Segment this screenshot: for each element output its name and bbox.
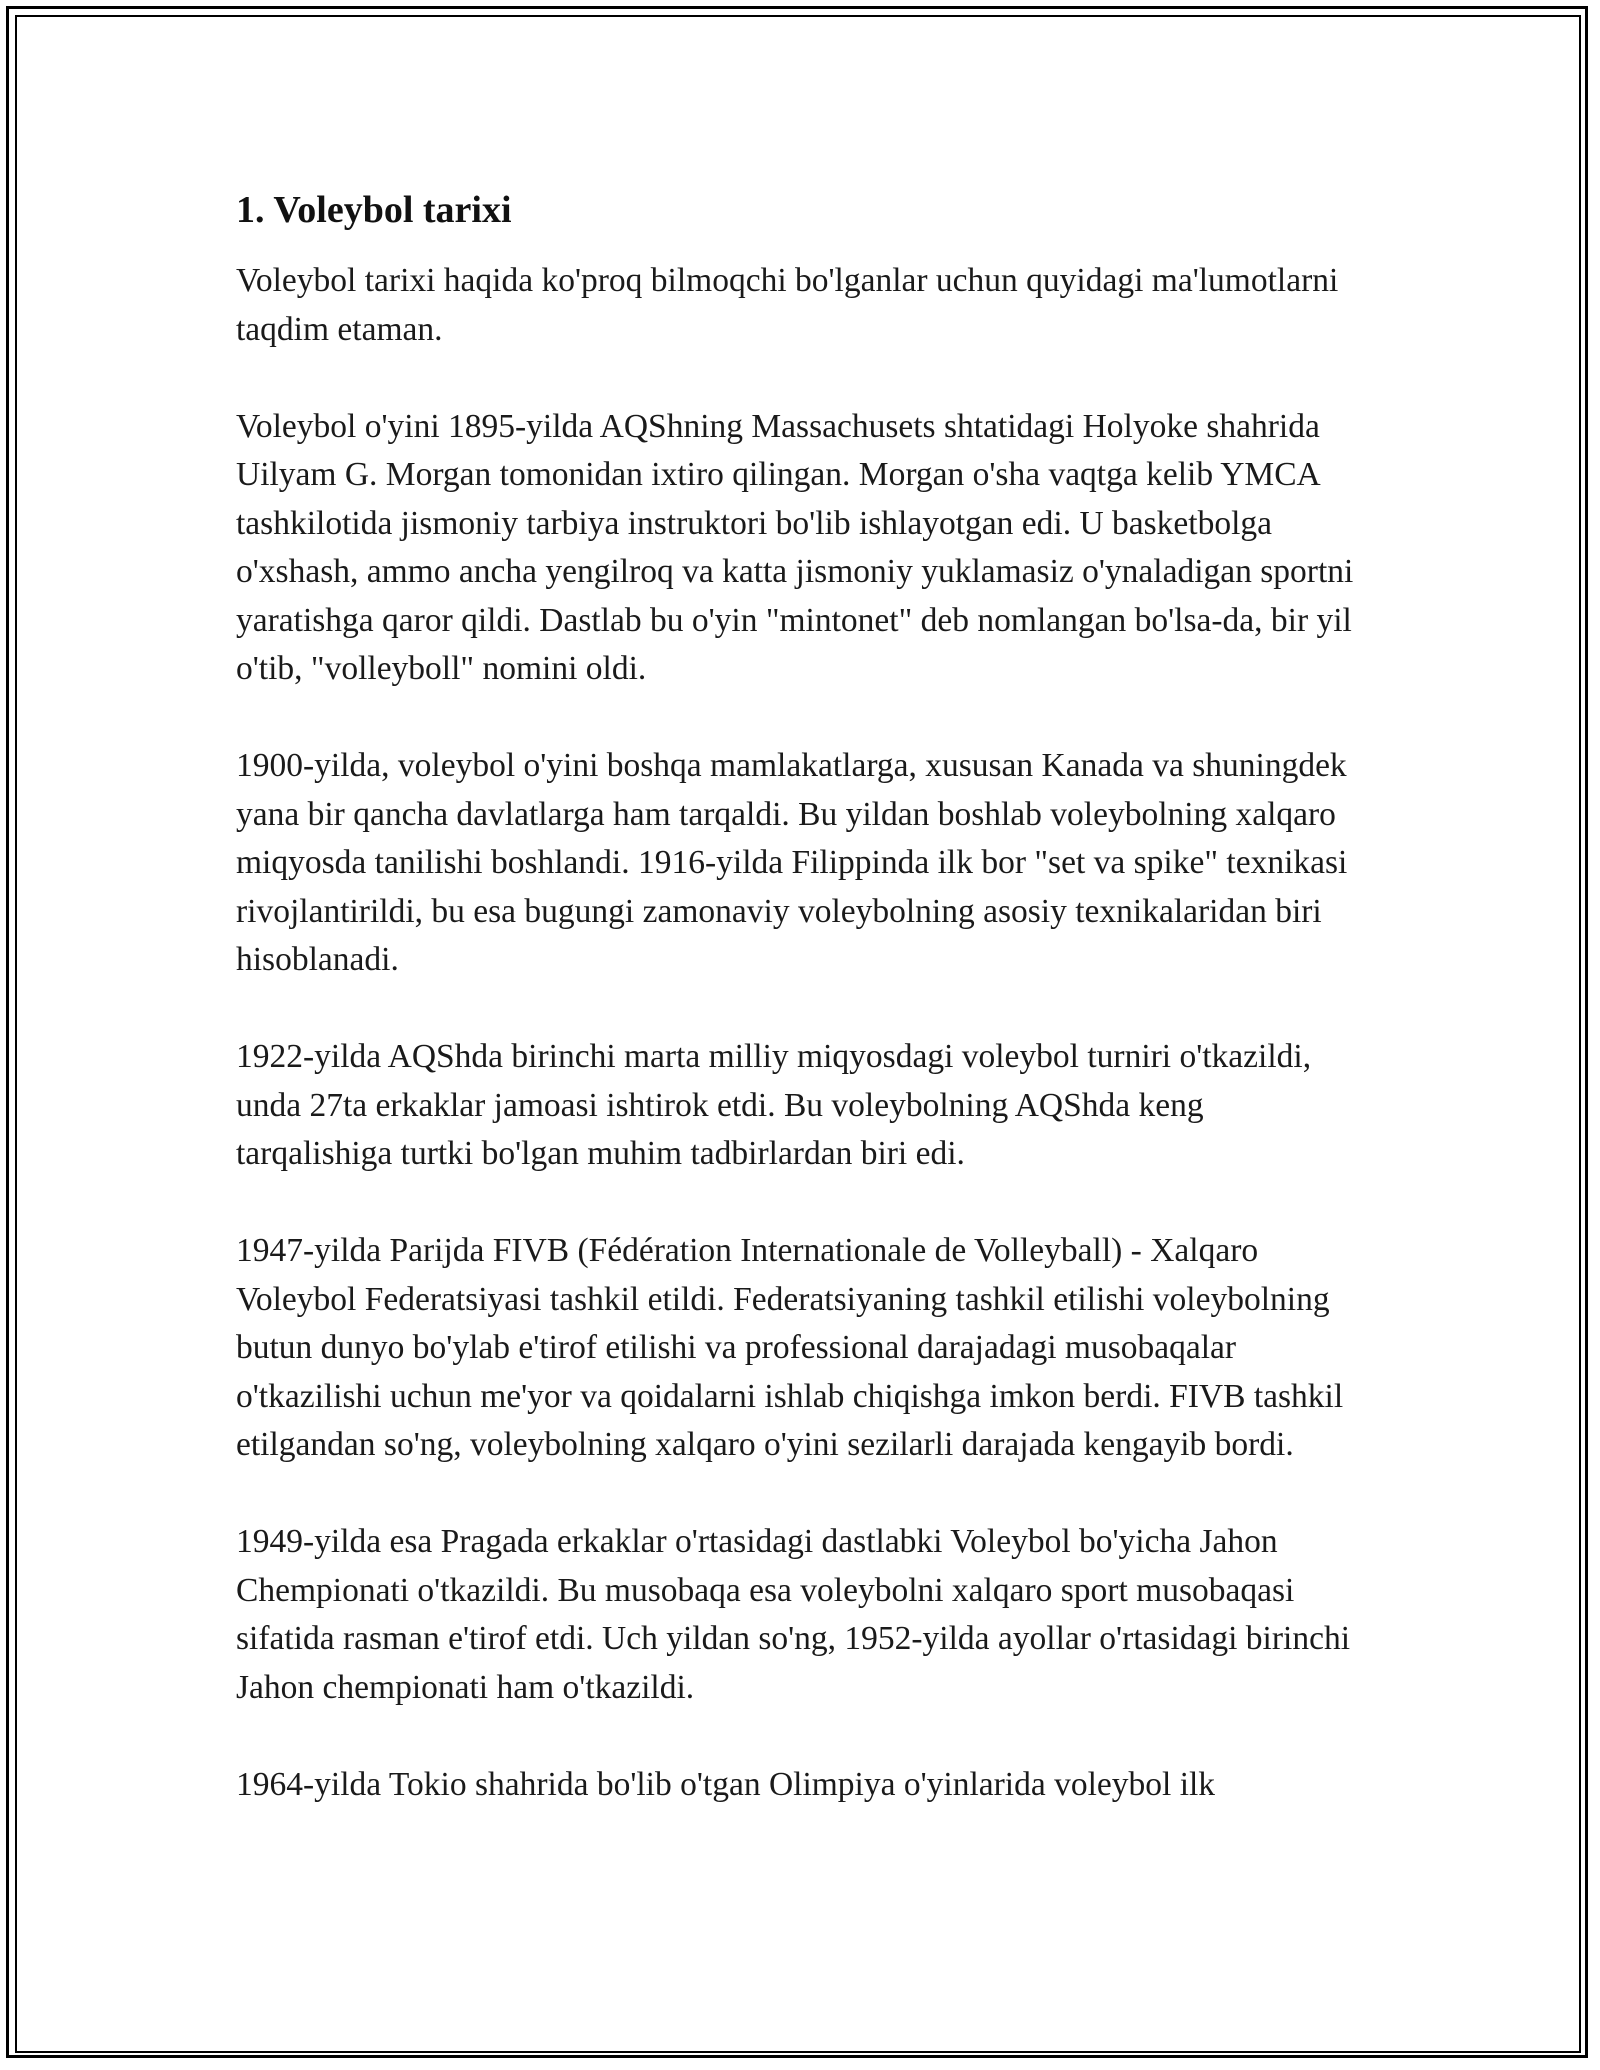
document-body bbox=[236, 182, 1366, 1809]
paragraph-fivb-1947: 1947-yilda Parijda FIVB (Fédération Internationale de Volleyball) - Xalqaro Voleybol Federatsiyasi tashkil etildi. Federatsiyaning tashkil etilishi voleybolning butun dunyo bo'ylab e'tirof etilishi va professional darajadagi musobaqalar o'tkazilishi uchun me'yor va qoidalarni ishlab chiqishga imkon berdi. FIVB tashkil etilgandan so'ng, voleybolning xalqaro o'yini sezilarli darajada kengayib bordi. bbox=[236, 1232, 1344, 1463]
paragraph-spread-1900: 1900-yilda, voleybol o'yini boshqa mamlakatlarga, xususan Kanada va shuningdek yana bir qancha davlatlarga ham tarqaldi. Bu yildan boshlab voleybolning xalqaro miqyosda tanilishi boshlandi. 1916-yilda Filippinda ilk bor "set va spike" texnikasi rivojlantirildi, bu esa bugungi zamonaviy voleybolning asosiy texnikalaridan biri hisoblanadi. bbox=[236, 747, 1348, 978]
paragraph-invention-1895: Voleybol o'yini 1895-yilda AQShning Massachusets shtatidagi Holyoke shahrida Uilyam G. Morgan tomonidan ixtiro qilingan. Morgan o'sha vaqtga kelib YMCA tashkilotida jismoniy tarbiya instruktori bo'lib ishlayotgan edi. U basketbolga o'xshash, ammo ancha yengilroq va katta jismoniy yuklamasiz o'ynaladigan sportni yaratishga qaror qildi. Dastlab bu o'yin "mintonet" deb nomlangan bo'lsa-da, bir yil o'tib, "volleyboll" nomini oldi. bbox=[236, 407, 1354, 687]
paragraph-tournament-1922: 1922-yilda AQShda birinchi marta milliy miqyosdagi voleybol turniri o'tkazildi, unda 27ta erkaklar jamoasi ishtirok etdi. Bu voleybolning AQShda keng tarqalishiga turtki bo'lgan muhim tadbirlardan biri edi. bbox=[236, 1038, 1312, 1172]
paragraph-intro: Voleybol tarixi haqida ko'proq bilmoqchi bo'lganlar uchun quyidagi ma'lumotlarni taqdim etaman. bbox=[236, 262, 1339, 348]
paragraph-championship-1949: 1949-yilda esa Pragada erkaklar o'rtasidagi dastlabki Voleybol bo'yicha Jahon Chempionati o'tkazildi. Bu musobaqa esa voleybolni xalqaro sport musobaqasi sifatida rasman e'tirof etdi. Uch yildan so'ng, 1952-yilda ayollar o'rtasidagi birinchi Jahon chempionati ham o'tkazildi. bbox=[236, 1523, 1351, 1706]
section-heading: 1. Voleybol tarixi bbox=[236, 189, 512, 231]
paragraph-olympics-1964: 1964-yilda Tokio shahrida bo'lib o'tgan Olimpiya o'yinlarida voleybol ilk bbox=[236, 1765, 1216, 1803]
